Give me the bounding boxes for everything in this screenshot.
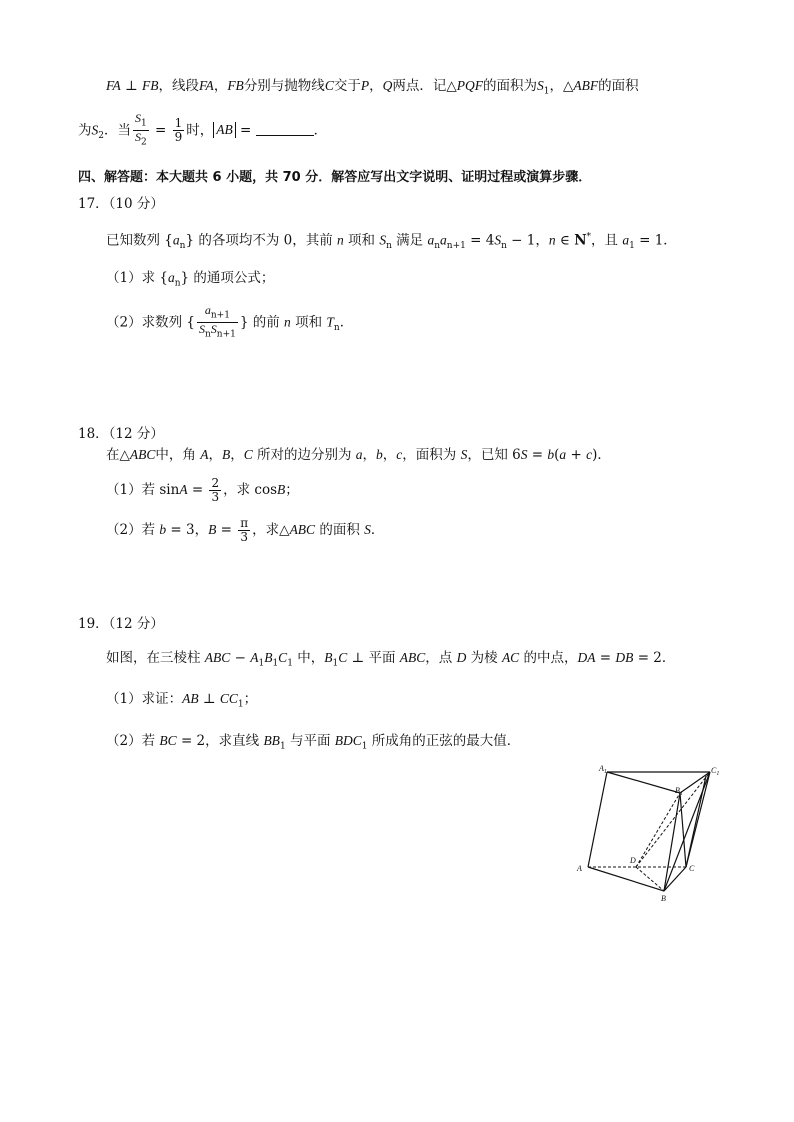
label-a: A xyxy=(577,864,582,873)
q18-part1: （1）若 sinA = $\frac{2}{3}$ ，求 cosB； xyxy=(106,476,299,504)
label-a1: $A_1$ xyxy=(599,764,607,775)
label-b1: $B_1$ xyxy=(675,786,683,797)
q17-header: 17．（10 分） xyxy=(78,196,164,212)
q17-part1: （1）求 $\{a_n\}$ 的通项公式； xyxy=(106,270,275,289)
q19-stem: 如图，在三棱柱 ABC − $A_1B_1C_1$ 中，$B_1C$ ⊥ 平面 ABC，点 D 为棱 AC 的中点，DA = DB = 2． xyxy=(106,650,676,669)
answer-blank[interactable] xyxy=(256,121,314,136)
section-heading: 四、解答题：本大题共 6 小题，共 70 分．解答应写出文字说明、证明过程或演算步骤． xyxy=(78,170,592,185)
pi-thirds-fraction: $\frac{\pi}{3}$ xyxy=(240,516,249,544)
edge-a-b xyxy=(588,867,664,891)
q18-stem: 在△ABC中，角 A，B，C 所对的边分别为 a，b，c，面积为 S，已知 6S = b(a + c)． xyxy=(106,447,611,463)
label-d: D xyxy=(630,856,636,865)
q17-fraction: $\frac{a_{n+1}}{S_nS_{n+1}}$ xyxy=(198,303,236,340)
edge-b1-c xyxy=(680,793,686,867)
label-c1: $C_1$ xyxy=(711,766,720,777)
edge-a1-b1 xyxy=(607,772,680,793)
edge-a1-a xyxy=(588,772,607,867)
q19-part2: （2）若 BC = 2，求直线 $BB_1$ 与平面 $BDC_1$ 所成角的正弦的最大值． xyxy=(106,733,521,752)
label-b: B xyxy=(661,894,666,903)
carryover-line-1: FA ⊥ FB，线段FA，FB分别与抛物线C交于P，Q两点．记△PQF的面积为$S_1$，△ABF的面积 xyxy=(106,78,639,97)
edge-d-b-hidden xyxy=(636,867,664,891)
one-ninth-fraction: $\frac{1}{9}$ xyxy=(174,116,183,145)
prism-figure xyxy=(570,760,730,905)
two-thirds-fraction: $\frac{2}{3}$ xyxy=(211,476,220,504)
q18-part2: （2）若 b = 3，B = $\frac{\pi}{3}$ ，求△ABC 的面积 S． xyxy=(106,516,385,544)
label-c: C xyxy=(689,864,695,873)
q17-stem: 已知数列 $\{a_n\}$ 的各项均不为 0，其前 n 项和 $S_n$ 满足 $a_na_{n+1} = 4S_n - 1$，n ∈ N*，且 $a_1 = 1$． xyxy=(106,232,677,252)
q18-header: 18．（12 分） xyxy=(78,426,164,442)
abs-ab: AB xyxy=(213,122,236,138)
q19-part1: （1）求证：AB ⊥ $CC_1$； xyxy=(106,691,258,710)
q19-header: 19．（12 分） xyxy=(78,616,164,632)
q17-part2: （2）求数列 { $\frac{a_{n+1}}{S_nS_{n+1}}$ } 的前 n 项和 $T_n$． xyxy=(106,303,354,340)
carryover-line-2: 为$S_2$．当 $\frac{S_1}{S_2}$ = $\frac{1}{9}$ 时， AB = ． xyxy=(78,111,328,148)
edge-d-c1-hidden xyxy=(636,772,710,867)
ratio-fraction: $\frac{S_1}{S_2}$ xyxy=(134,111,147,148)
